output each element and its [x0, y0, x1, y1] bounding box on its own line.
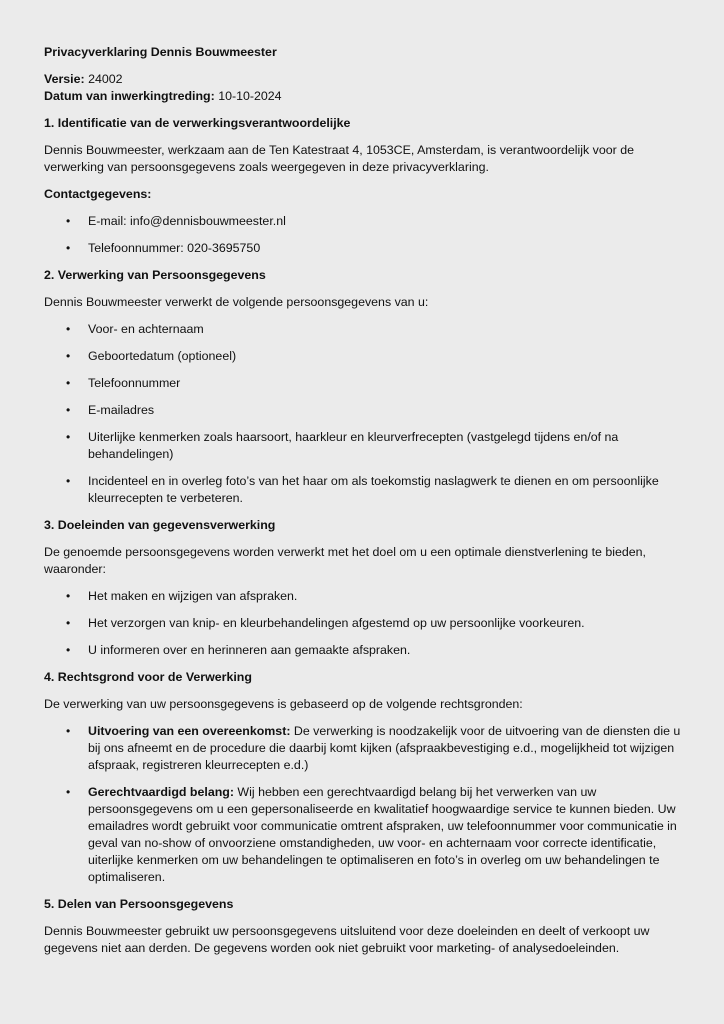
section-4-intro: De verwerking van uw persoonsgegevens is gebaseerd op de volgende rechtsgronden:	[44, 697, 523, 711]
list-item	[44, 402, 682, 419]
list-item-text: U informeren over en herinneren aan gemaakte afspraken.	[88, 643, 411, 657]
list-item-text: Telefoonnummer	[88, 376, 181, 390]
list-item	[44, 723, 682, 774]
contact-heading: Contactgegevens:	[44, 187, 152, 201]
list-item	[44, 375, 682, 392]
list-item-text: Het maken en wijzigen van afspraken.	[88, 589, 298, 603]
list-item	[44, 240, 682, 257]
list-item	[44, 615, 682, 632]
bullet-icon: •	[66, 430, 71, 444]
list-item-text: E-mailadres	[88, 403, 155, 417]
list-item-text: Uiterlijke kenmerken zoals haarsoort, haarkleur en kleurverfrecepten (vastgelegd tijdens en/of na behandelingen)	[88, 430, 619, 461]
list-item	[44, 642, 682, 659]
legal-basis-label: Gerechtvaardigd belang:	[88, 785, 234, 799]
bullet-icon: •	[66, 724, 71, 738]
document-meta	[44, 71, 682, 105]
list-item	[44, 348, 682, 365]
bullet-icon: •	[66, 322, 71, 336]
bullet-icon: •	[66, 589, 71, 603]
section-2-intro: Dennis Bouwmeester verwerkt de volgende persoonsgegevens van u:	[44, 295, 429, 309]
list-item	[44, 429, 682, 463]
bullet-icon: •	[66, 349, 71, 363]
list-item-text: Incidenteel en in overleg foto’s van het haar om als toekomstig naslagwerk te dienen en om persoonlijke kleurrecepten te verbeteren.	[88, 474, 659, 505]
section-3-intro: De genoemde persoonsgegevens worden verwerkt met het doel om u een optimale dienstverlening te bieden, waaronder:	[44, 545, 647, 576]
effective-date-label: Datum van inwerkingtreding:	[44, 89, 215, 103]
list-item	[44, 784, 682, 886]
bullet-icon: •	[66, 241, 71, 255]
section-1-heading: 1. Identificatie van de verwerkingsverantwoordelijke	[44, 116, 351, 130]
list-item	[44, 588, 682, 605]
list-item	[44, 473, 682, 507]
list-item	[44, 321, 682, 338]
section-2-heading: 2. Verwerking van Persoonsgegevens	[44, 268, 266, 282]
bullet-icon: •	[66, 643, 71, 657]
list-item-text: Het verzorgen van knip- en kleurbehandelingen afgestemd op uw persoonlijke voorkeuren.	[88, 616, 585, 630]
section-5-heading: 5. Delen van Persoonsgegevens	[44, 897, 234, 911]
effective-date-line	[44, 88, 682, 105]
section-1-paragraph: Dennis Bouwmeester, werkzaam aan de Ten Katestraat 4, 1053CE, Amsterdam, is verantwoordelijk voor de verwerking van persoonsgegevens zoals weergegeven in deze privacyverklaring.	[44, 143, 634, 174]
list-item-text: Voor- en achternaam	[88, 322, 204, 336]
section-3-heading: 3. Doeleinden van gegevensverwerking	[44, 518, 276, 532]
version-label: Versie:	[44, 72, 85, 86]
legal-basis-text: Wij hebben een gerechtvaardigd belang bij het verwerken van uw persoonsgegevens om u een gepersonaliseerde en kwalitatief hoogwaardige service te kunnen bieden. Uw emailadres wordt gebruikt voor communicatie omtrent afspraken, uw telefoonnummer voor communicatie in geval van no-show of onvoorziene omstandigheden, uw voor- en achternaam voor correcte identificatie, uiterlijke kenmerken om uw behandelingen te optimaliseren en foto’s in overleg om uw behandelingen te optimaliseren.	[88, 785, 677, 884]
version-value: 24002	[88, 72, 123, 86]
legal-basis-list	[44, 723, 682, 886]
contact-email: E-mail: info@dennisbouwmeester.nl	[88, 214, 286, 228]
legal-basis-label: Uitvoering van een overeenkomst:	[88, 724, 291, 738]
list-item	[44, 213, 682, 230]
contact-phone: Telefoonnummer: 020-3695750	[88, 241, 261, 255]
purposes-list	[44, 588, 682, 659]
bullet-icon: •	[66, 785, 71, 799]
version-line	[44, 71, 682, 88]
section-4-heading: 4. Rechtsgrond voor de Verwerking	[44, 670, 252, 684]
legal-basis-text: De verwerking is noodzakelijk voor de uitvoering van de diensten die u bij ons afneemt en de procedure die daarbij komt kijken (afspraakbevestiging e.d., mogelijkheid tot wijzigen afspraak, registreren kleurrecepten e.d.)	[88, 724, 681, 772]
bullet-icon: •	[66, 616, 71, 630]
bullet-icon: •	[66, 403, 71, 417]
bullet-icon: •	[66, 474, 71, 488]
personal-data-list	[44, 321, 682, 507]
contact-list	[44, 213, 682, 257]
bullet-icon: •	[66, 214, 71, 228]
section-5-paragraph: Dennis Bouwmeester gebruikt uw persoonsgegevens uitsluitend voor deze doeleinden en deelt of verkoopt uw gegevens niet aan derden. De gegevens worden ook niet gebruikt voor marketing- of analysedoeleinden.	[44, 924, 650, 955]
bullet-icon: •	[66, 376, 71, 390]
document-title: Privacyverklaring Dennis Bouwmeester	[44, 45, 277, 59]
list-item-text: Geboortedatum (optioneel)	[88, 349, 237, 363]
effective-date-value: 10-10-2024	[218, 89, 282, 103]
